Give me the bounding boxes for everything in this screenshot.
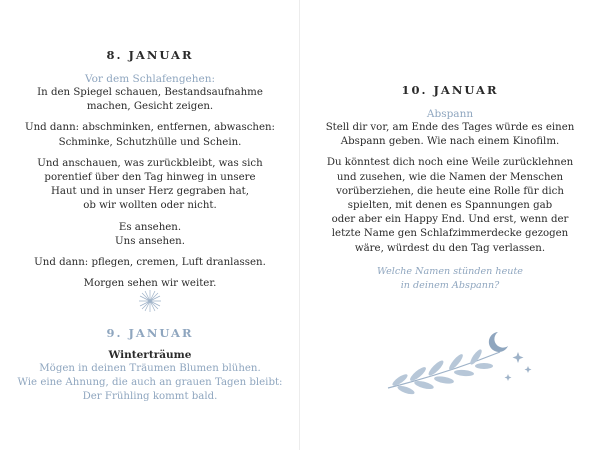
paragraph-1: In den Spiegel schauen, Bestandsaufnahme machen, Gesicht zeigen. bbox=[37, 87, 263, 113]
starburst-icon bbox=[0, 289, 300, 313]
entry-8-januar bbox=[0, 48, 300, 291]
date-heading-9: 9. JANUAR bbox=[106, 326, 194, 340]
subtitle-vor-dem-schlafengehen: Vor dem Schlafengehen: bbox=[84, 73, 216, 85]
entry-10-januar bbox=[300, 83, 600, 293]
moon-branch-illustration bbox=[300, 322, 600, 402]
date-heading-8: 8. JANUAR bbox=[106, 48, 194, 62]
paragraph-2: Und dann: abschminken, entfernen, abwaschen: Schminke, Schutzhülle und Schein. bbox=[25, 122, 275, 148]
subtitle-abspann: Abspann bbox=[426, 108, 474, 120]
date-heading-10: 10. JANUAR bbox=[401, 83, 499, 97]
question-note: Welche Namen stünden heute in deinem Abspann? bbox=[377, 265, 523, 291]
paragraph-4: Es ansehen. Uns ansehen. bbox=[115, 221, 185, 247]
subtitle-wintertraeume: Winterträume bbox=[108, 349, 192, 361]
right-page bbox=[300, 0, 600, 450]
blue-paragraph: Mögen in deinen Träumen Blumen blühen. Wie eine Ahnung, die auch an grauen Tagen bleibt: Der Frühling kommt bald. bbox=[17, 363, 283, 403]
paragraph-6: Morgen sehen wir weiter. bbox=[83, 278, 217, 290]
paragraph-3: Und anschauen, was zurückbleibt, was sich porentief über den Tag hinweg in unsere Haut und in unser Herz gegraben hat, ob wir wollten oder nicht. bbox=[37, 157, 263, 212]
entry-9-januar bbox=[0, 326, 300, 405]
paragraph-2: Du könntest dich noch eine Weile zurücklehnen und zusehen, wie die Namen der Menschen vorüberziehen, die heute eine Rolle für dich spielten, mit denen es Spannungen gab oder aber ein Happy End. Und erst, wenn der letzte Name gen Schlafzimmerdecke gezogen wäre, würdest du den Tag verlassen. bbox=[326, 157, 574, 254]
paragraph-5: Und dann: pflegen, cremen, Luft dranlassen. bbox=[34, 257, 266, 269]
paragraph-1: Stell dir vor, am Ende des Tages würde es einen Abspann geben. Wie nach einem Kinofilm. bbox=[325, 122, 575, 148]
